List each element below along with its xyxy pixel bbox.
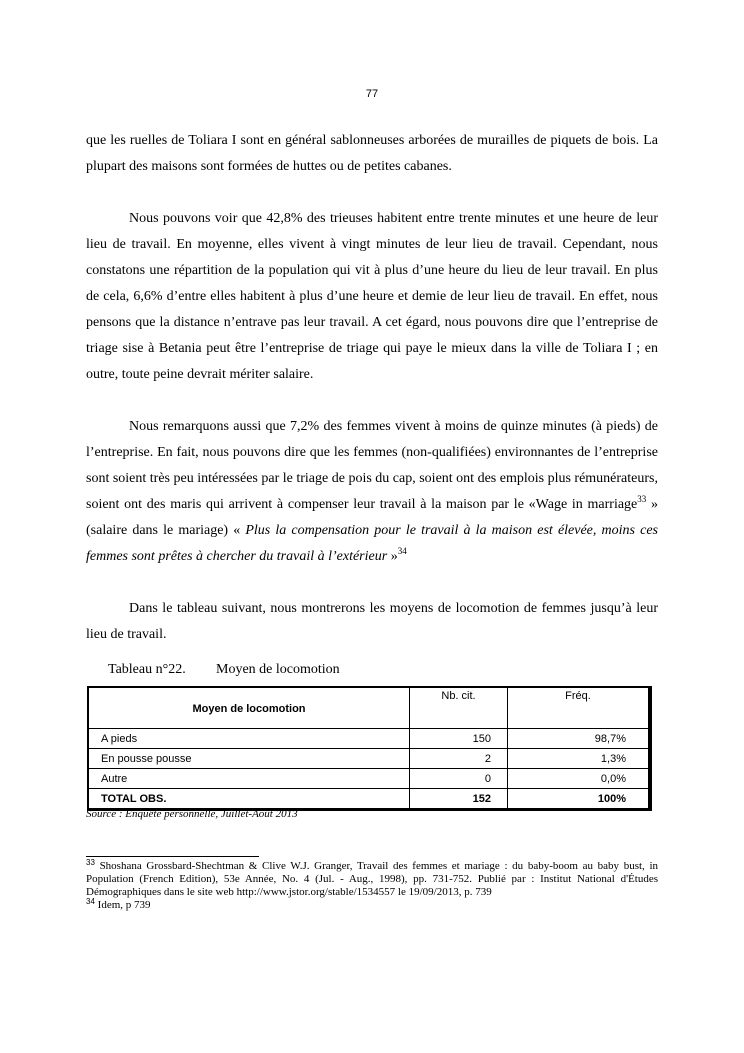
footnote-33-number: 33 xyxy=(86,858,95,867)
total-label: TOTAL OBS. xyxy=(88,789,410,810)
row-frequency: 98,7% xyxy=(508,729,651,749)
footnote-34-number: 34 xyxy=(86,897,95,906)
table-caption xyxy=(108,662,340,678)
locomotion-table xyxy=(87,686,652,811)
row-label: A pieds xyxy=(88,729,410,749)
table-row xyxy=(88,769,650,789)
paragraph-3-quote: Plus la compensation pour le travail à la maison est élevée, moins ces femmes sont prêtes à chercher du travail à l’extérieur xyxy=(86,523,658,564)
footnote-ref-34[interactable]: 34 xyxy=(397,546,407,556)
paragraph-2: Nous pouvons voir que 42,8% des trieuses habitent entre trente minutes et une heure de leur lieu de travail. En moyenne, elles vivent à vingt minutes de leur lieu de travail. Cependant, nous constatons une répartition de la population qui vit à plus d’une heure du lieu de leur travail. En plus de cela, 6,6% d’entre elles habitent à plus d’une heure et demie de leur lieu de travail. En effet, nous pensons que la distance n’entrave pas leur travail. A cet égard, nous pouvons dire que l’entreprise de triage sise à Betania peut être l’entreprise de triage qui paye le mieux dans la ville de Toliara I ; en outre, toute peine devrait mériter salaire. xyxy=(86,211,658,382)
row-label: Autre xyxy=(88,769,410,789)
paragraph-3-text-a: Nous remarquons aussi que 7,2% des femmes vivent à moins de quinze minutes (à pieds) de l’entreprise. En fait, nous pouvons dire que les femmes (non-qualifiées) environnantes de l’entreprise sont soient très peu intéressées par le triage de pois du cap, soient ont des emplois plus rémunérateurs, soient ont des maris qui arrivent à compenser leur travail à la maison par le «Wage in marriage xyxy=(86,419,658,512)
header-nb-cit: Nb. cit. xyxy=(410,687,508,729)
paragraph-3-text-b: » (salaire dans le mariage) « xyxy=(86,497,658,538)
footnote-34 xyxy=(86,899,658,912)
table-header-row xyxy=(88,687,650,729)
paragraph-4: Dans le tableau suivant, nous montrerons les moyens de locomotion de femmes jusqu’à leur lieu de travail. xyxy=(86,601,658,642)
table-row xyxy=(88,749,650,769)
page-number: 77 xyxy=(365,88,379,100)
footnote-34-text: Idem, p 739 xyxy=(94,899,151,911)
footnote-33 xyxy=(86,860,658,899)
table-row xyxy=(88,729,650,749)
table-total-row xyxy=(88,789,650,810)
table-caption-title: Moyen de locomotion xyxy=(216,662,340,677)
row-count: 150 xyxy=(410,729,508,749)
total-count: 152 xyxy=(410,789,508,810)
body-text xyxy=(86,128,658,674)
footnotes xyxy=(86,860,658,912)
row-frequency: 0,0% xyxy=(508,769,651,789)
header-moyen: Moyen de locomotion xyxy=(88,687,410,729)
footnote-ref-33[interactable]: 33 xyxy=(637,494,647,504)
row-frequency: 1,3% xyxy=(508,749,651,769)
table-source: Source : Enquête personnelle, Juillet-Août 2013 xyxy=(86,808,298,820)
total-frequency: 100% xyxy=(508,789,651,810)
header-freq: Fréq. xyxy=(508,687,651,729)
paragraph-1: que les ruelles de Toliara I sont en général sablonneuses arborées de murailles de piquets de bois. La plupart des maisons sont formées de huttes ou de petites cabanes. xyxy=(86,133,658,174)
paragraph-3 xyxy=(86,414,658,570)
footnote-33-text: Shoshana Grossbard-Shechtman & Clive W.J. Granger, Travail des femmes et mariage : du baby-boom au baby bust, in Population (French Edition), 53e Année, No. 4 (Jul. - Aug., 1998), pp. 731-752. Publié par : Institut National d'Études Démographiques dans le site web http://www.jstor.org/stable/1534557 le 19/09/2013, p. 739 xyxy=(86,860,658,898)
table-caption-number: Tableau n°22. xyxy=(108,662,186,677)
row-label: En pousse pousse xyxy=(88,749,410,769)
row-count: 2 xyxy=(410,749,508,769)
paragraph-3-text-c: » xyxy=(387,549,398,564)
footnote-separator xyxy=(86,856,259,857)
row-count: 0 xyxy=(410,769,508,789)
